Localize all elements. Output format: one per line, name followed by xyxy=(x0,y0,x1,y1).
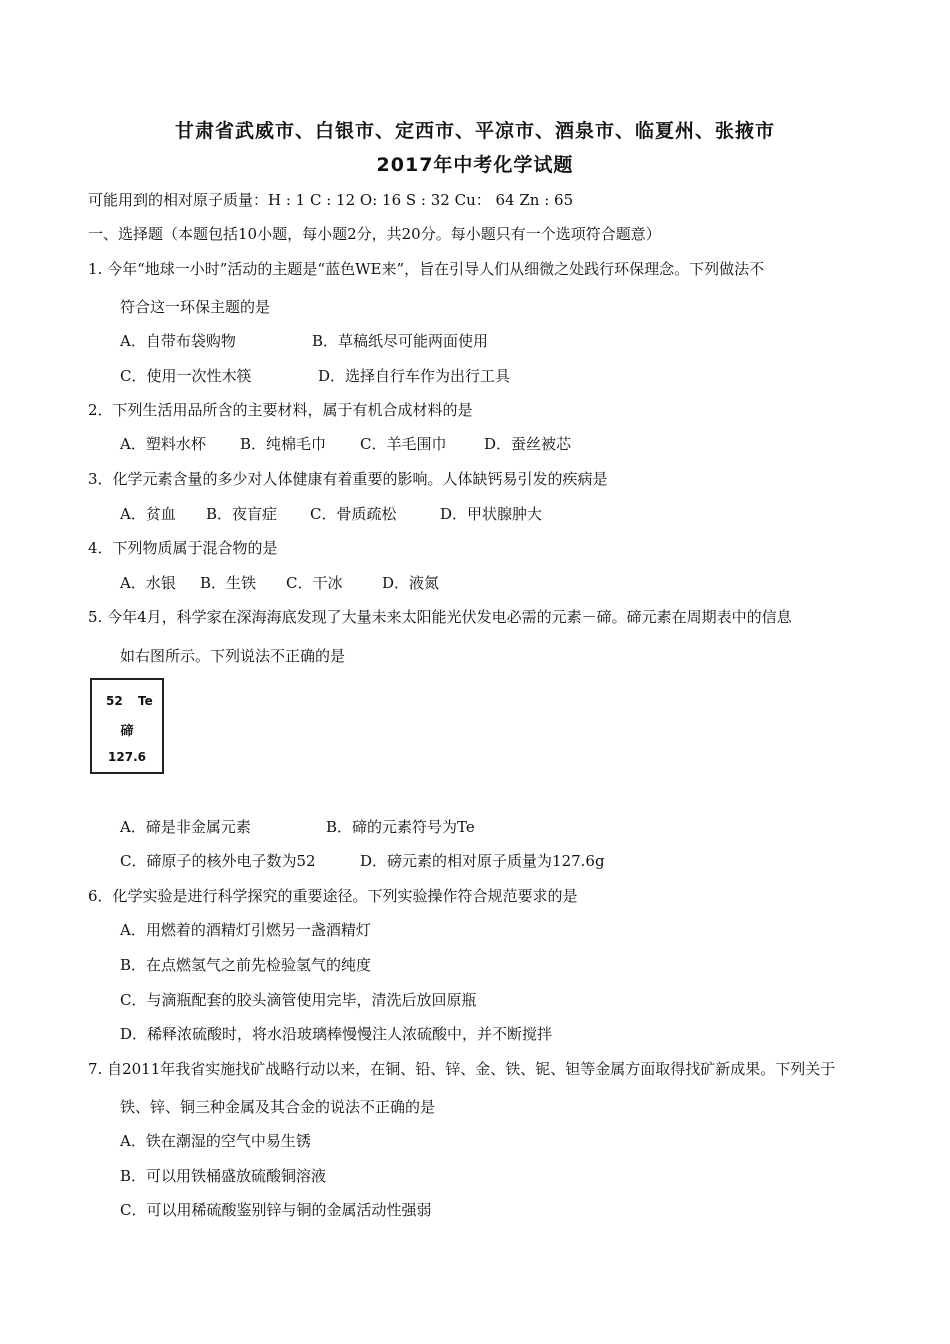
q4-stem: 4．下列物质属于混合物的是 xyxy=(88,539,278,557)
q7-stem-line2: 铁、锌、铜三种金属及其合金的说法不正确的是 xyxy=(120,1098,436,1116)
periodic-element-card xyxy=(90,678,164,774)
q7-option-c: C．可以用稀硫酸鉴别锌与铜的金属活动性强弱 xyxy=(120,1201,432,1219)
element-symbol: Te xyxy=(138,694,153,708)
exam-title-line2: 2017年中考化学试题 xyxy=(376,154,574,176)
q2-stem: 2．下列生活用品所含的主要材料，属于有机合成材料的是 xyxy=(88,401,473,419)
q3-option-b: B．夜盲症 xyxy=(206,505,278,523)
section-heading: 一、选择题（本题包括10小题，每小题2分，共20分。每小题只有一个选项符合题意） xyxy=(88,225,661,243)
q2-option-b: B．纯棉毛巾 xyxy=(240,435,327,453)
q6-option-c: C．与滴瓶配套的胶头滴管使用完毕，清洗后放回原瓶 xyxy=(120,991,477,1009)
q3-stem: 3．化学元素含量的多少对人体健康有着重要的影响。人体缺钙易引发的疾病是 xyxy=(88,470,608,488)
q4-option-b: B．生铁 xyxy=(200,574,257,592)
q1-option-b: B．草稿纸尽可能两面使用 xyxy=(312,332,489,350)
q5-option-d: D．磅元素的相对原子质量为127.6g xyxy=(360,852,605,870)
q2-option-c: C．羊毛围巾 xyxy=(360,435,447,453)
q5-stem-line1: 5. 今年4月，科学家在深海海底发现了大量未来太阳能光伏发电必需的元素－碲。碲元素在周期表中的信息 xyxy=(88,608,792,626)
q3-option-c: C．骨质疏松 xyxy=(310,505,397,523)
q2-option-d: D．蚕丝被芯 xyxy=(484,435,572,453)
q7-stem-line1: 7. 自2011年我省实施找矿战略行动以来，在铜、铅、锌、金、铁、铌、钽等金属方面取得找矿新成果。下列关于 xyxy=(88,1060,836,1078)
q6-stem: 6．化学实验是进行科学探究的重要途径。下列实验操作符合规范要求的是 xyxy=(88,887,578,905)
exam-title-line1: 甘肃省武威市、白银市、定西市、平凉市、酒泉市、临夏州、张掖市 xyxy=(174,120,775,142)
q5-option-b: B．碲的元素符号为Te xyxy=(326,818,475,836)
q7-option-b: B．可以用铁桶盛放硫酸铜溶液 xyxy=(120,1167,327,1185)
q1-stem-line2: 符合这一环保主题的是 xyxy=(120,298,271,316)
element-atomic-number: 52 xyxy=(106,694,123,708)
q3-option-a: A．贫血 xyxy=(120,505,176,523)
q1-option-c: C．使用一次性木筷 xyxy=(120,367,252,385)
q5-stem-line2: 如右图所示。下列说法不正确的是 xyxy=(120,647,346,665)
q4-option-c: C．干冰 xyxy=(286,574,343,592)
q3-option-d: D．甲状腺肿大 xyxy=(440,505,543,523)
element-name: 碲 xyxy=(120,724,134,739)
q7-option-a: A．铁在潮湿的空气中易生锈 xyxy=(120,1132,311,1150)
element-mass: 127.6 xyxy=(108,750,146,764)
q6-option-a: A．用燃着的酒精灯引燃另一盏酒精灯 xyxy=(120,921,371,939)
q4-option-a: A．水银 xyxy=(120,574,176,592)
q6-option-d: D．稀释浓硫酸时，将水沿玻璃棒慢慢注人浓硫酸中，并不断搅拌 xyxy=(120,1025,553,1043)
q1-option-a: A．自带布袋购物 xyxy=(120,332,236,350)
q1-option-d: D．选择自行车作为出行工具 xyxy=(318,367,511,385)
q4-option-d: D．液氮 xyxy=(382,574,440,592)
atomic-mass-note: 可能用到的相对原子质量：H : 1 C : 12 O: 16 S : 32 Cu： 64 Zn : 65 xyxy=(88,191,574,209)
q5-option-a: A．碲是非金属元素 xyxy=(120,818,251,836)
q2-option-a: A．塑料水杯 xyxy=(120,435,206,453)
q1-stem-line1: 1. 今年“地球一小时”活动的主题是“蓝色WE来”，旨在引导人们从细微之处践行环保理念。下列做法不 xyxy=(88,260,765,278)
q5-option-c: C．碲原子的核外电子数为52 xyxy=(120,852,316,870)
q6-option-b: B．在点燃氢气之前先检验氢气的纯度 xyxy=(120,956,372,974)
